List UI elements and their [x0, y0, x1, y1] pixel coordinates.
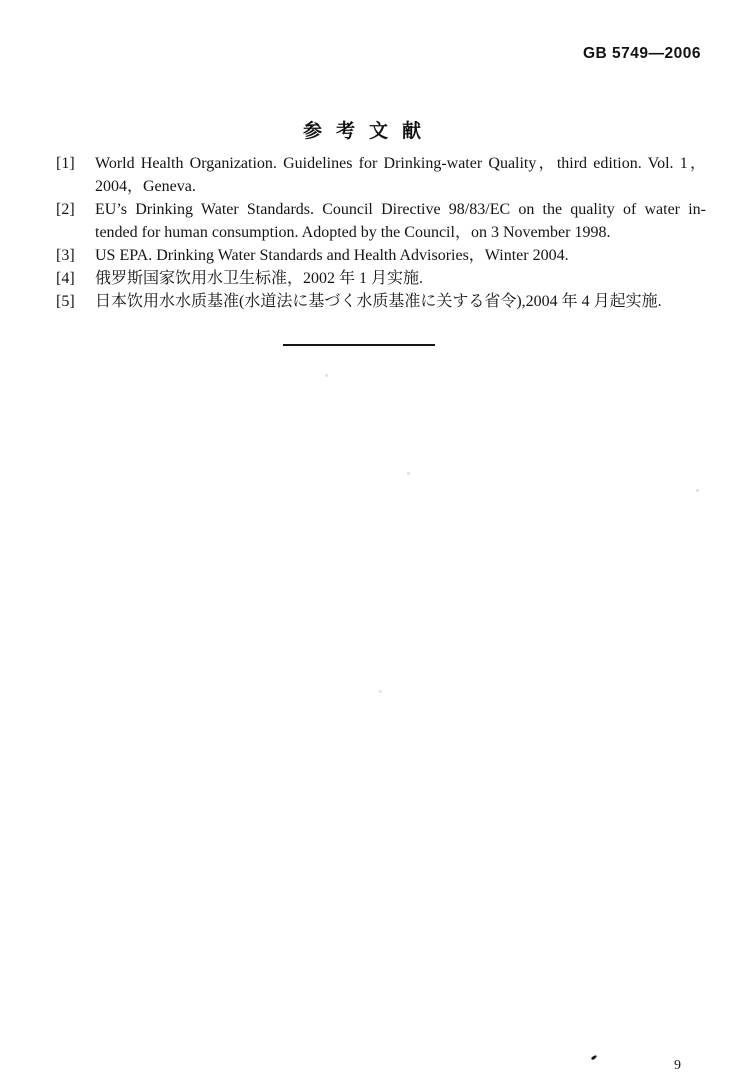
reference-text [95, 267, 706, 290]
reference-line: World Health Organization. Guidelines for Drinking-water Quality，third edition. Vol. 1， [95, 155, 706, 172]
reference-line: 日本饮用水水质基准(水道法に基づく水质基准に关する省令),2004 年 4 月起实施. [95, 293, 662, 310]
reference-marker: [4] [56, 270, 75, 287]
standard-code: GB 5749—2006 [582, 45, 701, 62]
references-list [56, 152, 706, 313]
scan-speck [379, 690, 382, 693]
reference-text [95, 290, 706, 313]
references-title: 参考文献 [303, 121, 436, 142]
reference-item [56, 198, 706, 244]
reference-marker: [2] [56, 201, 75, 218]
reference-text [95, 198, 706, 244]
scan-speck [325, 374, 328, 377]
reference-marker: [3] [56, 247, 75, 264]
reference-line: 2004，Geneva. [95, 178, 196, 195]
reference-item [56, 152, 706, 198]
reference-text [95, 244, 706, 267]
reference-line: 俄罗斯国家饮用水卫生标准，2002 年 1 月实施. [95, 270, 424, 287]
reference-marker: [1] [56, 155, 75, 172]
reference-item [56, 244, 706, 267]
scan-speck [591, 1054, 598, 1060]
end-of-references-rule [283, 344, 435, 346]
scan-speck [407, 472, 410, 475]
scan-speck [696, 489, 699, 492]
reference-marker: [5] [56, 293, 75, 310]
reference-line: tended for human consumption. Adopted by the Council，on 3 November 1998. [95, 224, 611, 241]
reference-text [95, 152, 706, 198]
page-number: 9 [674, 1058, 681, 1073]
reference-line: EU’s Drinking Water Standards. Council Directive 98/83/EC on the quality of water in- [95, 201, 706, 218]
reference-item [56, 290, 706, 313]
reference-item [56, 267, 706, 290]
reference-line: US EPA. Drinking Water Standards and Health Advisories，Winter 2004. [95, 247, 569, 264]
